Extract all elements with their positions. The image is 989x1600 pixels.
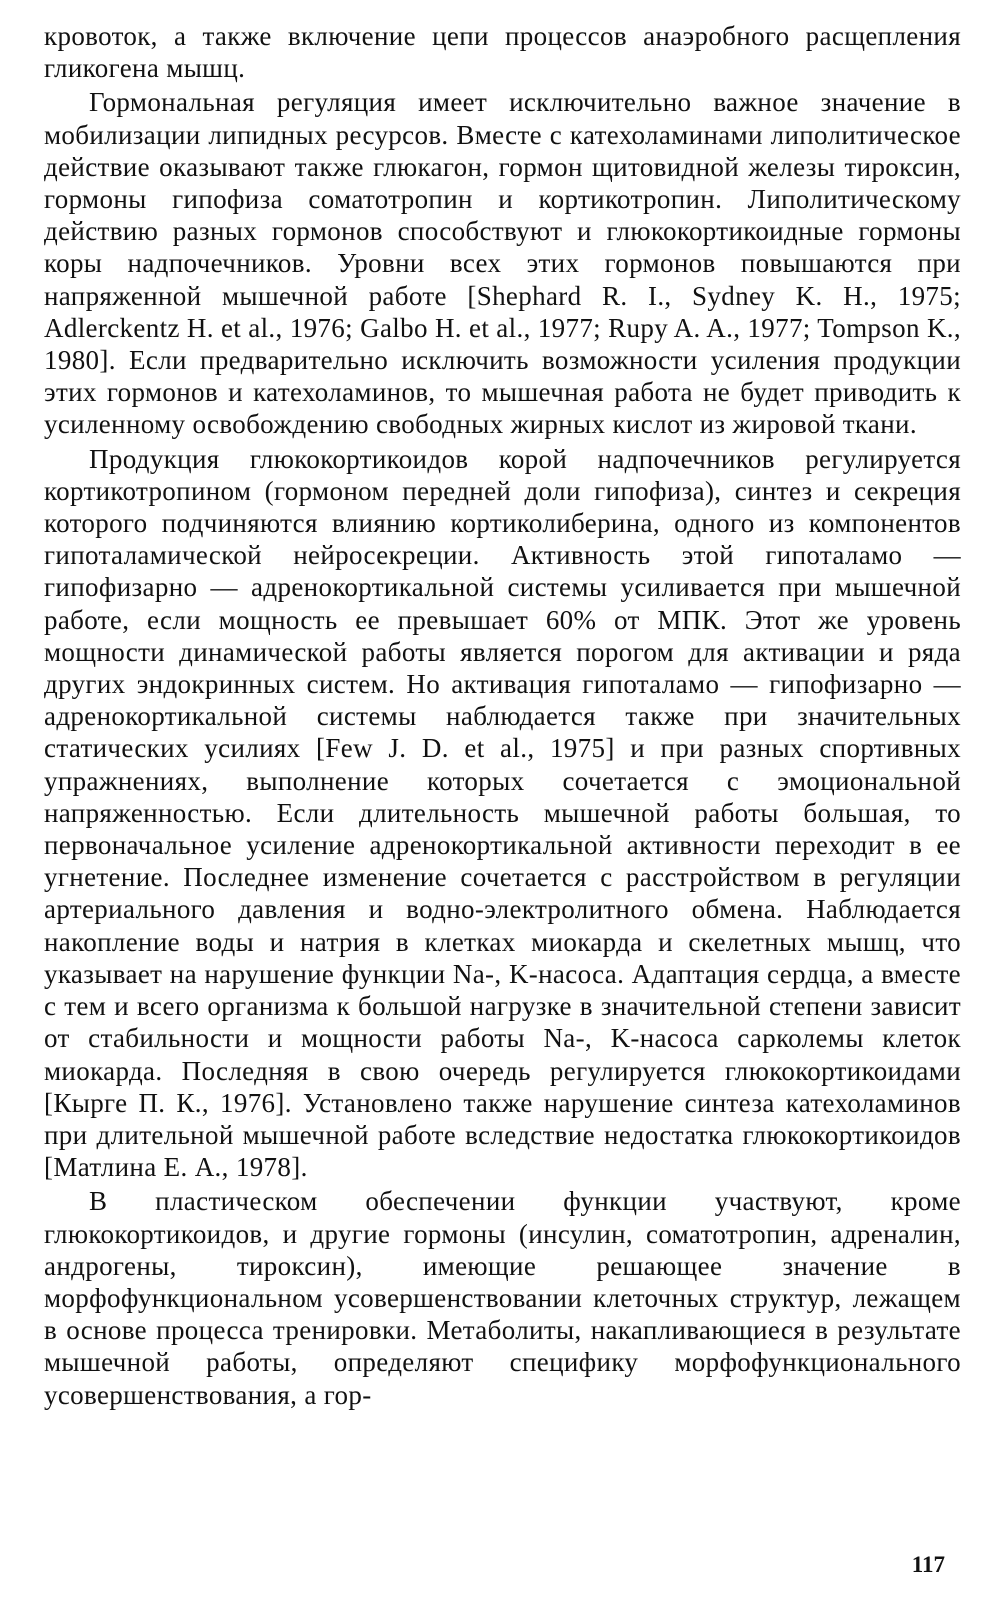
book-page [44, 20, 961, 1411]
paragraph-continuation: кровоток, а также включение цепи процессов анаэробного расщепления гликогена мышц. [44, 21, 961, 84]
paragraph-hormonal-regulation: Гормональная регуляция имеет исключительно важное значение в мобилизации липидных ресурсов. Вместе с катехоламинами липолитическое действие оказывают также глюкагон, гормон щитовидной железы тироксин, гормоны гипофиза соматотропин и кортикотропин. Липолитическому действию разных гормонов способствуют и глюкокортикоидные гормоны коры надпочечников. Уровни всех этих гормонов повышаются при напряженной мышечной работе [Shephard R. I., Sydney K. H., 1975; Adlerckentz H. et al., 1976; Galbo H. et al., 1977; Rupy A. A., 1977; Tompson K., 1980]. Если предварительно исключить возможности усиления продукции этих гормонов и катехоламинов, то мышечная работа не будет приводить к усиленному освобождению свободных жирных кислот из жировой ткани. [44, 87, 961, 440]
paragraph-plastic-support: В пластическом обеспечении функции участвуют, кроме глюкокортикоидов, и другие гормоны (инсулин, соматотропин, адреналин, андрогены, тироксин), имеющие решающее значение в морфофункциональном усовершенствовании клеточных структур, лежащем в основе процесса тренировки. Метаболиты, накапливающиеся в результате мышечной работы, определяют специфику морфофункционального усовершенствования, а гор- [44, 1186, 961, 1410]
paragraph-glucocorticoid-production: Продукция глюкокортикоидов корой надпочечников регулируется кортикотропином (гормоном передней доли гипофиза), синтез и секреция которого подчиняются влиянию кортиколиберина, одного из компонентов гипоталамической нейросекреции. Активность этой гипоталамо — гипофизарно — адренокортикальной системы усиливается при мышечной работе, если мощность ее превышает 60% от МПК. Этот же уровень мощности динамической работы является порогом для активации и ряда других эндокринных систем. Но активация гипоталамо — гипофизарно — адренокортикальной системы наблюдается также при значительных статических усилиях [Few J. D. et al., 1975] и при разных спортивных упражнениях, выполнение которых сочетается с эмоциональной напряженностью. Если длительность мышечной работы большая, то первоначальное усиление адренокортикальной активности переходит в ее угнетение. Последнее изменение сочетается с расстройством в регуляции артериального давления и водно-электролитного обмена. Наблюдается накопление воды и натрия в клетках миокарда и скелетных мышц, что указывает на нарушение функции Na-, K-насоса. Адаптация сердца, а вместе с тем и всего организма к большой нагрузке в значительной степени зависит от стабильности и мощности работы Na-, K-насоса сарколемы клеток миокарда. Последняя в свою очередь регулируется глюкокортикоидами [Кырге П. К., 1976]. Установлено также нарушение синтеза катехоламинов при длительной мышечной работе вследствие недостатка глюкокортикоидов [Матлина Е. А., 1978]. [44, 443, 961, 1183]
page-number: 117 [911, 1552, 945, 1577]
